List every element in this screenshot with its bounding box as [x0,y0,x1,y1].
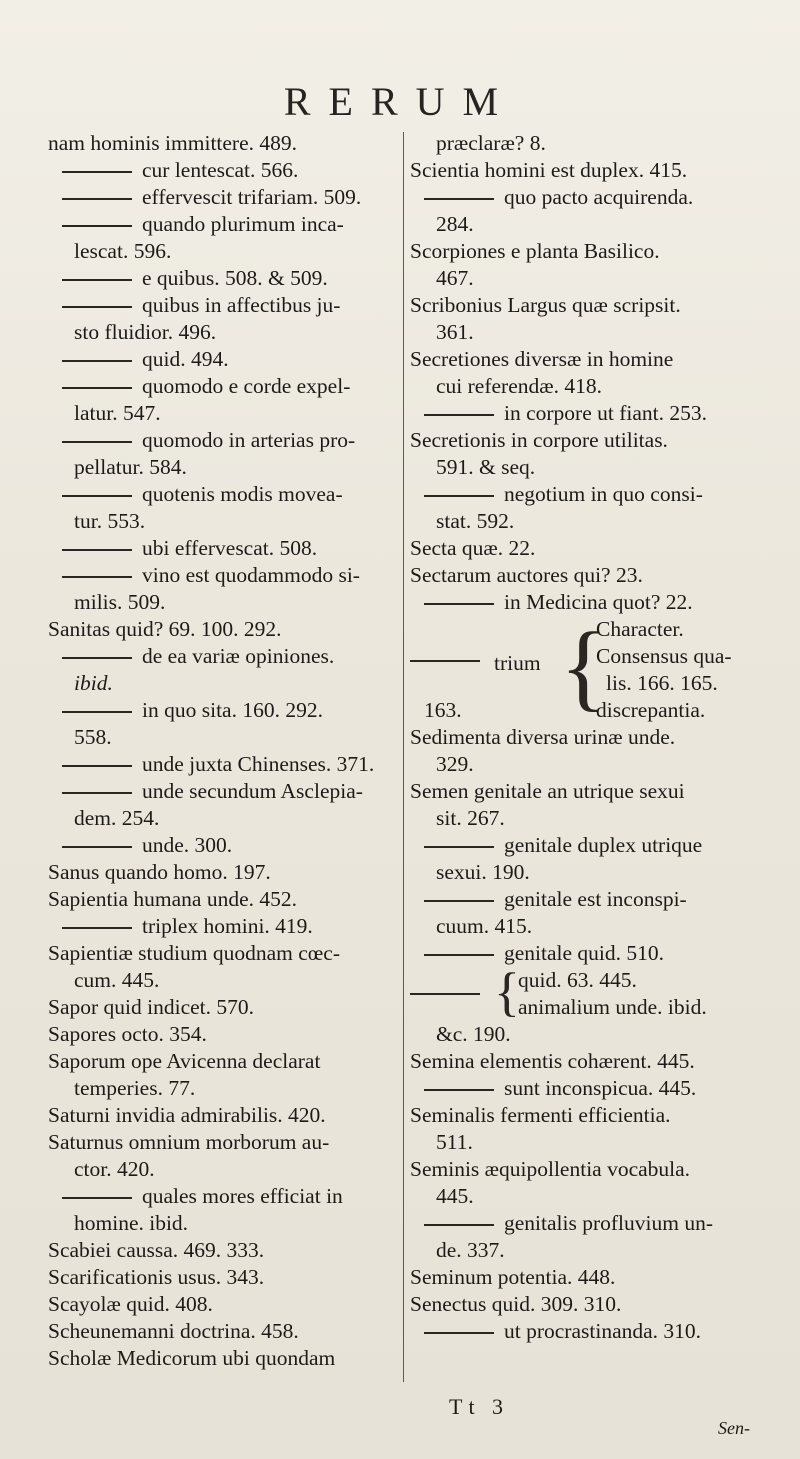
ditto-dash [410,660,480,662]
entry-text: milis. 509. [74,590,166,614]
index-entry [48,481,400,508]
index-entry [48,508,400,535]
left-brace-icon: { [494,962,520,1022]
ditto-dash [424,846,494,848]
ditto-dash [62,360,132,362]
ditto-dash [62,846,132,848]
entry-text: sunt inconspicua. 445. [504,1076,697,1100]
index-entry [48,184,400,211]
index-entry [48,1237,400,1264]
ditto-dash [62,306,132,308]
index-entry [410,1291,766,1318]
index-entry [410,535,766,562]
entry-text: Sapores octo. 354. [48,1022,207,1046]
index-entry [48,1102,400,1129]
index-entry [48,1048,400,1075]
entry-text: Sapientiæ studium quodnam cœc- [48,941,341,965]
index-entry [410,805,766,832]
entry-text: quo pacto acquirenda. [504,185,694,209]
entry-text: Saturni invidia admirabilis. 420. [48,1103,326,1127]
entry-text: Secretionis in corpore utilitas. [410,428,668,452]
index-entry [48,913,400,940]
index-entry [410,940,766,967]
entry-text: unde juxta Chinenses. 371. [142,752,375,776]
index-entry [48,751,400,778]
entry-text: sit. 267. [436,806,505,830]
entry-text: pellatur. 584. [74,455,187,479]
ditto-dash [62,441,132,443]
entry-text: Saporum ope Avicenna declarat [48,1049,321,1073]
index-entry [410,1318,766,1345]
index-entry [48,427,400,454]
ditto-dash [62,792,132,794]
entry-text: ctor. 420. [74,1157,155,1181]
right-entries-mid [410,724,766,967]
entry-text: quotenis modis movea- [142,482,343,506]
index-entry [48,994,400,1021]
trium-option: Character. [596,617,684,641]
index-entry [410,508,766,535]
entry-text: cur lentescat. 566. [142,158,299,182]
index-entry [410,346,766,373]
entry-text: Seminalis fermenti efficientia. [410,1103,671,1127]
entry-text: quibus in affectibus ju- [142,293,341,317]
entry-text: Senectus quid. 309. 310. [410,1292,622,1316]
index-entry [410,859,766,886]
ditto-dash [62,198,132,200]
trium-page-ref: 163. [424,698,462,722]
entry-text: genitale quid. 510. [504,941,665,965]
index-entry [410,1021,766,1048]
index-entry [48,157,400,184]
index-entry [48,967,400,994]
entry-text: dem. 254. [74,806,160,830]
index-entry [410,1264,766,1291]
ditto-dash [62,495,132,497]
quid-brace-group [410,962,766,1022]
entry-text: Sapor quid indicet. 570. [48,995,255,1019]
right-entries-top [410,130,766,616]
entry-text: sto fluidior. 496. [74,320,217,344]
entry-text: Seminis æquipollentia vocabula. [410,1157,691,1181]
index-entry [48,643,400,670]
entry-text: in quo sita. 160. 292. [142,698,323,722]
entry-text: de ea variæ opiniones. [142,644,335,668]
index-entry [48,940,400,967]
index-entry [410,1156,766,1183]
index-entry [410,481,766,508]
entry-text: Seminum potentia. 448. [410,1265,616,1289]
index-entry [410,589,766,616]
trium-option: discrepantia. [596,698,706,722]
ditto-dash [62,765,132,767]
entry-text: Sapientia humana unde. 452. [48,887,297,911]
entry-text: 284. [436,212,474,236]
index-entry [48,211,400,238]
index-entry [48,778,400,805]
index-entry [48,265,400,292]
ditto-dash [62,657,132,659]
index-entry [410,184,766,211]
index-entry [410,832,766,859]
entry-text: quando plurimum inca- [142,212,344,236]
entry-text: latur. 547. [74,401,161,425]
entry-text: homine. ibid. [74,1211,189,1235]
index-entry [410,724,766,751]
entry-text: quomodo e corde expel- [142,374,351,398]
index-entry [410,157,766,184]
entry-text: Scayolæ quid. 408. [48,1292,213,1316]
signature-mark: Tt 3 [449,1394,510,1419]
index-entry [48,886,400,913]
entry-text: cuum. 415. [436,914,533,938]
index-entry [48,319,400,346]
column-divider [403,132,404,1382]
entry-text: Semina elementis cohærent. 445. [410,1049,695,1073]
entry-text: 591. & seq. [436,455,536,479]
entry-text: e quibus. 508. & 509. [142,266,328,290]
index-entry [410,1129,766,1156]
index-entry [48,562,400,589]
index-entry [410,886,766,913]
entry-text: quales mores efficiat in [142,1184,343,1208]
entry-text: cum. 445. [74,968,160,992]
entry-text: 329. [436,752,474,776]
index-entry [410,1048,766,1075]
entry-text: Sectarum auctores qui? 23. [410,563,643,587]
entry-text: de. 337. [436,1238,505,1262]
index-entry [48,535,400,562]
index-entry [48,670,400,697]
entry-text: unde. 300. [142,833,233,857]
ditto-dash [62,225,132,227]
index-entry [410,454,766,481]
entry-text: Saturnus omnium morborum au- [48,1130,330,1154]
index-entry [48,1291,400,1318]
index-entry [48,697,400,724]
index-entry [410,292,766,319]
index-entry [410,265,766,292]
index-entry [410,562,766,589]
entry-text: præclaræ? 8. [436,131,546,155]
index-entry [410,913,766,940]
index-entry [48,859,400,886]
index-entry [48,805,400,832]
index-entry [410,211,766,238]
index-entry [48,1345,400,1372]
index-entry [48,1210,400,1237]
quid-option: quid. 63. 445. [518,968,637,992]
entry-text: Scabiei caussa. 469. 333. [48,1238,265,1262]
index-entry [410,1183,766,1210]
index-entry [410,400,766,427]
entry-text: Sanitas quid? 69. 100. 292. [48,617,282,641]
ditto-dash [424,954,494,956]
ditto-dash [424,900,494,902]
index-entry [48,1318,400,1345]
right-entries-bottom [410,1021,766,1345]
index-entry [48,346,400,373]
entry-text: quid. 494. [142,347,229,371]
index-entry [48,589,400,616]
entry-text: tur. 553. [74,509,146,533]
right-column [410,130,766,1345]
ditto-dash [424,414,494,416]
ditto-dash [62,171,132,173]
entry-text: vino est quodammodo si- [142,563,360,587]
index-entry [410,319,766,346]
index-entry [48,292,400,319]
ditto-dash [62,387,132,389]
index-entry [410,238,766,265]
ditto-dash [424,1332,494,1334]
entry-text: Sedimenta diversa urinæ unde. [410,725,676,749]
ditto-dash [62,549,132,551]
entry-text: Secretiones diversæ in homine [410,347,674,371]
catchword: Sen- [718,1418,750,1438]
index-entry [48,1156,400,1183]
index-entry [48,238,400,265]
index-entry [410,1102,766,1129]
trium-label: trium [494,651,541,675]
index-entry [48,400,400,427]
index-entry [410,427,766,454]
entry-text: 511. [436,1130,473,1154]
ditto-dash [424,198,494,200]
index-entry [48,616,400,643]
entry-text: Sanus quando homo. 197. [48,860,271,884]
trium-option: Consensus qua- [596,644,732,668]
entry-text: Scorpiones e planta Basilico. [410,239,660,263]
quid-options [518,967,707,1021]
entry-text: quomodo in arterias pro- [142,428,356,452]
ditto-dash [62,576,132,578]
entry-text: Scarificationis usus. 343. [48,1265,265,1289]
index-entry [410,1075,766,1102]
entry-text: ibid. [74,671,113,695]
entry-text: genitalis profluvium un- [504,1211,713,1235]
index-entry [410,1237,766,1264]
entry-text: stat. 592. [436,509,515,533]
index-entry [48,373,400,400]
entry-text: ubi effervescat. 508. [142,536,318,560]
left-column [48,130,400,1372]
quid-option: animalium unde. ibid. [518,995,707,1019]
ditto-dash [424,603,494,605]
index-entry [410,373,766,400]
entry-text: genitale duplex utrique [504,833,703,857]
entry-text: sexui. 190. [436,860,530,884]
entry-text: cui referendæ. 418. [436,374,602,398]
entry-text: Scheunemanni doctrina. 458. [48,1319,299,1343]
entry-text: Scribonius Largus quæ scripsit. [410,293,681,317]
entry-text: lescat. 596. [74,239,172,263]
entry-text: triplex homini. 419. [142,914,313,938]
entry-text: 467. [436,266,474,290]
ditto-dash [62,1197,132,1199]
entry-text: temperies. 77. [74,1076,196,1100]
entry-text: Semen genitale an utrique sexui [410,779,685,803]
entry-text: genitale est inconspi- [504,887,687,911]
index-entry [48,724,400,751]
index-entry [48,1183,400,1210]
ditto-dash [62,711,132,713]
index-entry [410,751,766,778]
index-entry [48,832,400,859]
entry-text: unde secundum Asclepia- [142,779,363,803]
ditto-dash [424,495,494,497]
ditto-dash [410,993,480,995]
index-entry [48,1021,400,1048]
entry-text: 558. [74,725,112,749]
entry-text: Scientia homini est duplex. 415. [410,158,688,182]
ditto-dash [62,927,132,929]
index-entry [48,1264,400,1291]
index-entry [48,1075,400,1102]
entry-text: nam hominis immittere. 489. [48,131,298,155]
entry-text: 445. [436,1184,474,1208]
entry-text: &c. 190. [436,1022,511,1046]
left-brace-icon: { [560,613,608,721]
entry-text: negotium in quo consi- [504,482,703,506]
entry-text: in corpore ut fiant. 253. [504,401,708,425]
entry-text: Secta quæ. 22. [410,536,536,560]
entry-text: 361. [436,320,474,344]
index-entry [48,454,400,481]
index-entry [410,778,766,805]
trium-option: lis. 166. 165. [606,671,718,695]
index-entry [48,130,400,157]
ditto-dash [424,1224,494,1226]
entry-text: ut procrastinanda. 310. [504,1319,702,1343]
ditto-dash [62,279,132,281]
index-entry [410,1210,766,1237]
index-entry [410,130,766,157]
entry-text: in Medicina quot? 22. [504,590,693,614]
entry-text: Scholæ Medicorum ubi quondam [48,1346,336,1370]
entry-text: effervescit trifariam. 509. [142,185,362,209]
ditto-dash [424,1089,494,1091]
index-entry [48,1129,400,1156]
page-header: RERUM [283,79,517,124]
